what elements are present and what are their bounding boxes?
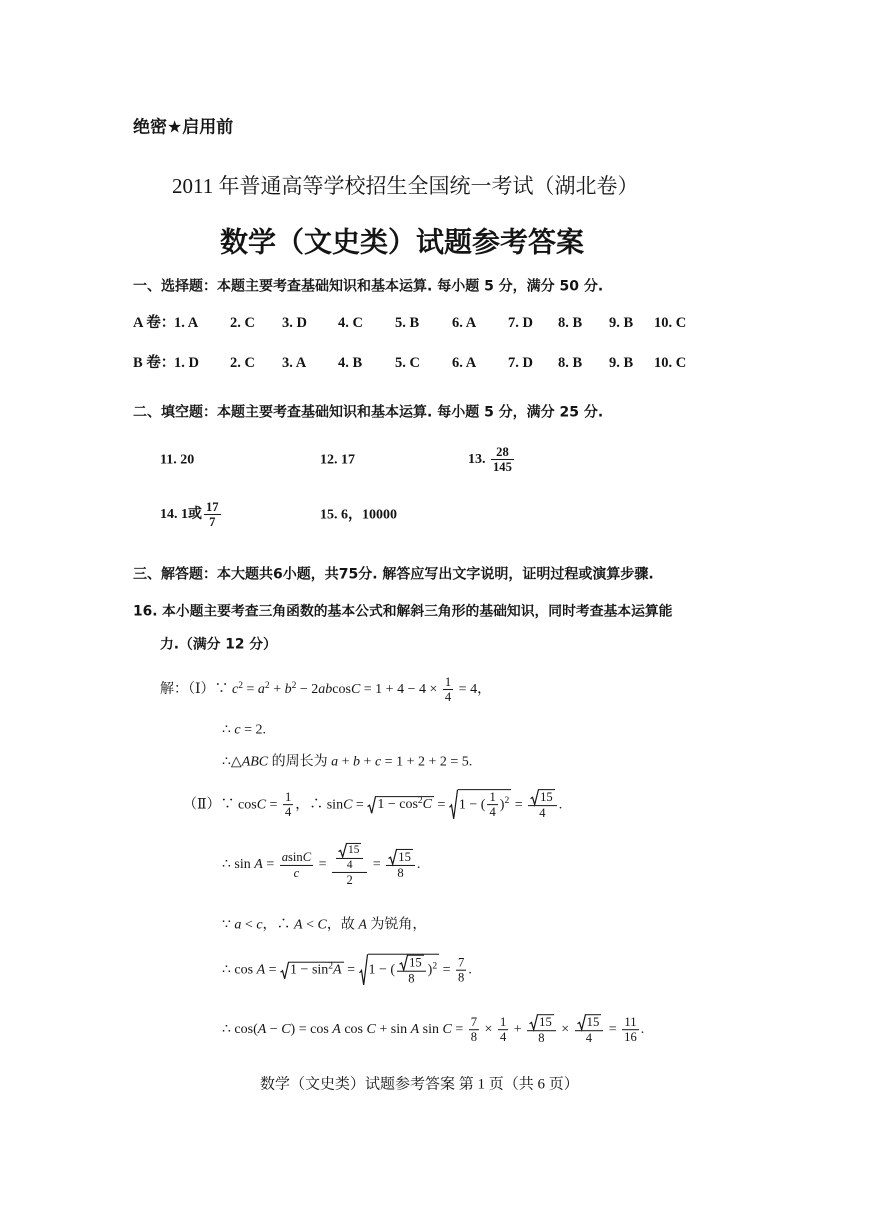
answer-item: 9. B — [609, 354, 634, 371]
page-footer: 数学（文史类）试题参考答案 第 1 页（共 6 页） — [260, 1076, 579, 1093]
math-text: 1 — [489, 790, 496, 805]
math-text: . — [640, 1022, 645, 1038]
math-text: + — [510, 1022, 526, 1038]
fraction-denominator — [491, 460, 514, 475]
math-text: ) — [427, 962, 433, 978]
square-root — [367, 796, 434, 814]
superscript: 2 — [417, 796, 423, 807]
answer-item: 4. C — [338, 314, 363, 331]
radicand — [408, 955, 424, 971]
solution-step-8 — [222, 1014, 644, 1046]
math-text: ∴ cos — [222, 962, 257, 978]
math-text: 7 — [458, 955, 465, 970]
fill-section-heading: 二、填空题：本题主要考查基础知识和基本运算. 每小题 5 分，满分 25 分. — [133, 404, 604, 421]
math-text: ∴ — [222, 722, 235, 738]
square-root — [399, 955, 424, 971]
math-text: ∴ sin — [222, 857, 255, 873]
fraction — [528, 789, 557, 821]
radicand — [347, 843, 361, 858]
answer-item: 10. C — [654, 314, 687, 331]
fill-answer-12 — [320, 451, 355, 469]
answer-item: 3. A — [282, 354, 307, 371]
math-text: = 1 + 4 − 4 × — [360, 682, 441, 698]
fraction — [443, 675, 453, 705]
fraction — [280, 850, 313, 880]
math-text: 11. 20 — [160, 452, 195, 468]
fill-answer-13 — [468, 445, 516, 475]
radical-sign-stroke — [531, 790, 539, 805]
math-text: 7 — [209, 515, 216, 530]
math-variable: A — [257, 1022, 267, 1038]
question-number: 16. — [133, 603, 158, 620]
superscript: 2 — [291, 680, 297, 691]
fraction-numerator — [575, 1014, 604, 1030]
math-text: 11 — [624, 1015, 637, 1030]
math-text: 1 — [444, 675, 452, 690]
math-text: 4 — [284, 805, 292, 820]
math-text: = — [605, 1022, 621, 1038]
math-variable: A — [358, 917, 367, 933]
math-text: 4 — [444, 690, 452, 705]
answer-row-label: B 卷： — [133, 354, 176, 371]
math-variable: C — [343, 797, 353, 813]
math-text: 8 — [458, 971, 465, 986]
math-text: = — [262, 857, 278, 873]
fraction-numerator — [443, 675, 453, 689]
radical-sign-icon — [367, 796, 376, 814]
answer-item: 5. B — [395, 314, 420, 331]
math-text: 17 — [206, 500, 219, 515]
document-subtitle: 数学（文史类）试题参考答案 — [220, 225, 585, 259]
radical-sign-stroke — [359, 955, 367, 985]
math-text: 8 — [470, 1030, 478, 1045]
radicand — [397, 849, 413, 865]
math-variable: b — [353, 754, 361, 770]
square-root — [529, 1014, 554, 1030]
fraction-numerator — [456, 956, 466, 970]
math-text: sin — [288, 850, 303, 865]
question-stem-line-1: 本小题主要考查三角函数的基本公式和解斜三角形的基础知识，同时考查基本运算能 — [162, 603, 673, 620]
math-text: = — [243, 682, 258, 698]
fraction — [491, 445, 514, 475]
fraction-denominator — [386, 865, 415, 880]
math-text: + — [269, 682, 285, 698]
math-variable: c — [232, 682, 239, 698]
answer-item: 3. D — [282, 314, 307, 331]
math-text: = — [352, 797, 368, 813]
math-text: 15. 6，10000 — [320, 507, 397, 523]
math-text: 4 — [539, 806, 546, 821]
radical-sign-icon — [577, 1014, 586, 1030]
answer-item: 1. D — [174, 354, 199, 371]
math-text: 1 − sin — [290, 962, 329, 978]
answer-item: 8. B — [558, 314, 583, 331]
math-variable: C — [422, 797, 432, 813]
math-variable: a — [331, 754, 339, 770]
math-variable: A — [294, 917, 303, 933]
answer-item: 10. C — [654, 354, 687, 371]
fraction-numerator — [280, 850, 313, 864]
radical-sign-stroke — [389, 850, 397, 865]
fraction-numerator — [386, 849, 415, 865]
math-text: sin — [419, 1022, 443, 1038]
answer-item: 1. A — [174, 314, 199, 331]
math-text: = — [451, 1022, 467, 1038]
fill-answer-14 — [160, 500, 223, 530]
math-text: cos — [332, 682, 351, 698]
math-text: 15 — [409, 955, 422, 970]
radicand — [376, 796, 434, 814]
radical-sign-icon — [359, 954, 368, 987]
math-text: = 4， — [455, 682, 492, 698]
math-text: ，∴ — [262, 917, 295, 933]
math-text: = — [511, 797, 527, 813]
fraction — [469, 1015, 479, 1045]
square-root — [577, 1014, 602, 1030]
math-text: 4 — [585, 1031, 593, 1046]
classification-label: 绝密★启用前 — [133, 117, 234, 138]
radical-sign-stroke — [400, 955, 408, 970]
fraction — [332, 843, 367, 887]
fraction — [622, 1015, 639, 1045]
square-root — [530, 789, 555, 805]
math-text: + — [360, 754, 375, 770]
fraction — [527, 1014, 556, 1046]
fraction-numerator — [397, 955, 426, 971]
math-text: × — [557, 1022, 573, 1038]
fraction-denominator — [487, 805, 497, 820]
math-text: cos — [340, 1022, 367, 1038]
answer-item: 7. D — [508, 354, 533, 371]
fraction-denominator — [204, 515, 221, 530]
fraction-denominator — [443, 690, 453, 705]
fraction-denominator — [283, 805, 293, 820]
answer-item: 2. C — [230, 314, 255, 331]
math-variable: a — [281, 850, 289, 865]
fraction-denominator — [575, 1030, 604, 1045]
fraction — [575, 1014, 604, 1046]
radical-sign-stroke — [339, 843, 347, 857]
math-text: × — [481, 1022, 496, 1038]
math-text: 解：（Ⅰ）∵ — [160, 682, 233, 698]
radicand — [289, 962, 344, 980]
question-stem-line-2: 力.（满分 12 分） — [160, 636, 277, 653]
math-text: < — [302, 917, 318, 933]
math-text: + — [338, 754, 354, 770]
math-variable: A — [332, 1022, 341, 1038]
math-text: （Ⅱ）∵ cos — [183, 797, 257, 813]
superscript: 2 — [328, 961, 334, 972]
math-text: ) — [499, 797, 505, 813]
math-text: − — [266, 1022, 282, 1038]
fraction-numerator — [527, 1014, 556, 1030]
math-variable: C — [442, 1022, 452, 1038]
fraction-denominator — [528, 805, 557, 820]
fraction-denominator — [527, 1030, 556, 1045]
math-text: 7 — [470, 1015, 478, 1030]
fraction-denominator — [280, 865, 313, 880]
math-text: 的周长为 — [268, 754, 332, 770]
radicand — [539, 789, 555, 805]
math-text: 15 — [539, 1015, 552, 1030]
radical-sign-icon — [338, 843, 347, 858]
answer-item: 4. B — [338, 354, 363, 371]
solution-step-1 — [160, 675, 491, 705]
math-text: 15 — [540, 790, 553, 805]
math-text: < — [241, 917, 257, 933]
math-variable: c — [293, 865, 300, 880]
radical-sign-icon — [530, 789, 539, 805]
math-variable: A — [410, 1022, 420, 1038]
math-text: 13. — [468, 452, 489, 468]
fraction-denominator — [469, 1030, 479, 1045]
math-text: 8 — [408, 971, 415, 986]
superscript: 2 — [504, 796, 510, 807]
math-text: 2 — [346, 872, 353, 887]
fraction — [498, 1015, 508, 1045]
radical-sign-stroke — [281, 962, 289, 978]
answer-item: 2. C — [230, 354, 255, 371]
math-text: = 1 + 2 + 2 = 5. — [381, 754, 473, 770]
answer-item: 6. A — [452, 354, 477, 371]
radical-sign-icon — [280, 962, 289, 980]
math-text: 14. 1或 — [160, 507, 202, 523]
fraction-denominator — [397, 971, 426, 986]
solution-step-6 — [222, 916, 426, 934]
solution-section-heading: 三、解答题：本大题共6小题，共75分. 解答应写出文字说明，证明过程或演算步骤. — [133, 566, 654, 583]
fraction-denominator — [456, 970, 466, 985]
math-text: = — [434, 797, 449, 813]
fraction-numerator — [622, 1015, 639, 1029]
exam-title: 2011 年普通高等学校招生全国统一考试（湖北卷） — [172, 173, 639, 198]
math-text: . — [468, 962, 472, 978]
fraction-denominator — [332, 872, 367, 887]
math-text: ∵ — [222, 917, 235, 933]
math-text: 1 — [284, 790, 292, 805]
math-text: = — [369, 857, 385, 873]
answer-row-label: A 卷： — [133, 314, 176, 331]
square-root — [388, 849, 413, 865]
math-text: 为锐角， — [366, 917, 427, 933]
math-text: 16 — [624, 1030, 637, 1045]
math-text: 4 — [489, 805, 496, 820]
math-text: ∴ cos( — [222, 1022, 258, 1038]
math-text: ∴△ — [222, 754, 242, 770]
math-text: 1 — [499, 1015, 507, 1030]
square-root — [449, 789, 511, 820]
math-text: 15 — [348, 843, 360, 856]
math-text: 8 — [397, 866, 404, 881]
fraction-denominator — [336, 858, 363, 872]
fraction — [397, 955, 426, 987]
square-root — [280, 962, 344, 980]
math-text: 15 — [586, 1015, 600, 1030]
math-variable: ABC — [241, 754, 269, 770]
fraction-numerator — [498, 1015, 508, 1029]
math-text: 1 − ( — [458, 797, 486, 813]
math-variable: a — [257, 682, 265, 698]
fraction — [487, 790, 497, 820]
math-variable: a — [234, 917, 242, 933]
fraction — [204, 500, 221, 530]
answer-item: 5. C — [395, 354, 420, 371]
fraction-numerator — [491, 445, 514, 459]
math-text: 8 — [538, 1031, 545, 1046]
fraction-numerator — [336, 843, 363, 858]
radical-sign-icon — [399, 955, 408, 971]
solution-step-5 — [222, 843, 420, 887]
math-variable: C — [366, 1022, 376, 1038]
fraction-numerator — [528, 789, 557, 805]
square-root — [359, 954, 440, 987]
answer-item: 7. D — [508, 314, 533, 331]
superscript: 2 — [264, 680, 270, 691]
radical-sign-stroke — [368, 797, 376, 813]
square-root — [338, 843, 361, 858]
math-text: ，∴ sin — [295, 797, 344, 813]
math-variable: c — [256, 917, 263, 933]
fraction — [283, 790, 293, 820]
radicand — [368, 954, 440, 987]
math-variable: b — [284, 682, 292, 698]
math-text: = — [343, 962, 359, 978]
math-text: 4 — [346, 858, 353, 871]
answer-item: 8. B — [558, 354, 583, 371]
math-text: 12. 17 — [320, 452, 355, 468]
fill-answer-11 — [160, 451, 194, 469]
fraction-numerator — [283, 790, 293, 804]
fraction-numerator — [204, 500, 221, 514]
math-text: 1 − ( — [368, 962, 396, 978]
math-variable: ab — [318, 682, 333, 698]
math-text: = — [266, 797, 281, 813]
fraction — [336, 843, 363, 872]
radical-sign-icon — [529, 1014, 538, 1030]
math-text: 1 − cos — [377, 797, 418, 813]
fraction — [456, 956, 466, 986]
choice-section-heading: 一、选择题：本题主要考查基础知识和基本运算. 每小题 5 分，满分 50 分. — [133, 278, 604, 295]
math-variable: A — [333, 962, 342, 978]
math-text: 15 — [398, 850, 411, 865]
math-variable: A — [256, 962, 266, 978]
solution-step-4 — [183, 789, 562, 821]
superscript: 2 — [432, 961, 438, 972]
fraction-numerator — [469, 1015, 479, 1029]
radicand — [538, 1014, 554, 1030]
solution-step-3 — [222, 753, 472, 771]
solution-step-2 — [222, 721, 266, 739]
math-variable: c — [374, 754, 382, 770]
math-text: + sin — [375, 1022, 411, 1038]
superscript: 2 — [238, 680, 244, 691]
math-text: . — [416, 857, 421, 873]
math-variable: A — [254, 857, 263, 873]
math-variable: c — [234, 722, 241, 738]
radicand — [458, 789, 511, 820]
fraction-numerator — [487, 790, 497, 804]
radical-sign-icon — [388, 849, 397, 865]
radical-sign-stroke — [530, 1015, 538, 1030]
math-text: − 2 — [296, 682, 319, 698]
math-variable: C — [350, 682, 361, 698]
fill-answer-15 — [320, 506, 397, 524]
math-text: ) = cos — [290, 1022, 333, 1038]
answer-item: 6. A — [452, 314, 477, 331]
math-variable: C — [317, 917, 327, 933]
fraction-denominator — [622, 1030, 639, 1045]
math-text: . — [558, 797, 563, 813]
fraction-denominator — [498, 1030, 508, 1045]
radical-sign-stroke — [449, 790, 457, 819]
radicand — [586, 1014, 602, 1030]
math-variable: C — [256, 797, 267, 813]
fraction — [386, 849, 415, 881]
math-text: 145 — [493, 460, 512, 475]
answer-item: 9. B — [609, 314, 634, 331]
math-text: = — [265, 962, 281, 978]
radical-sign-stroke — [577, 1015, 585, 1030]
fraction-numerator — [332, 843, 367, 872]
radical-sign-icon — [449, 789, 458, 820]
math-text: ，故 — [326, 917, 359, 933]
math-text: 28 — [496, 445, 509, 460]
math-variable: C — [302, 850, 312, 865]
solution-step-7 — [222, 954, 472, 987]
math-text: = — [315, 857, 331, 873]
math-text: = — [439, 962, 455, 978]
math-variable: C — [281, 1022, 291, 1038]
math-text: = 2. — [240, 722, 267, 738]
math-text: 4 — [499, 1030, 507, 1045]
